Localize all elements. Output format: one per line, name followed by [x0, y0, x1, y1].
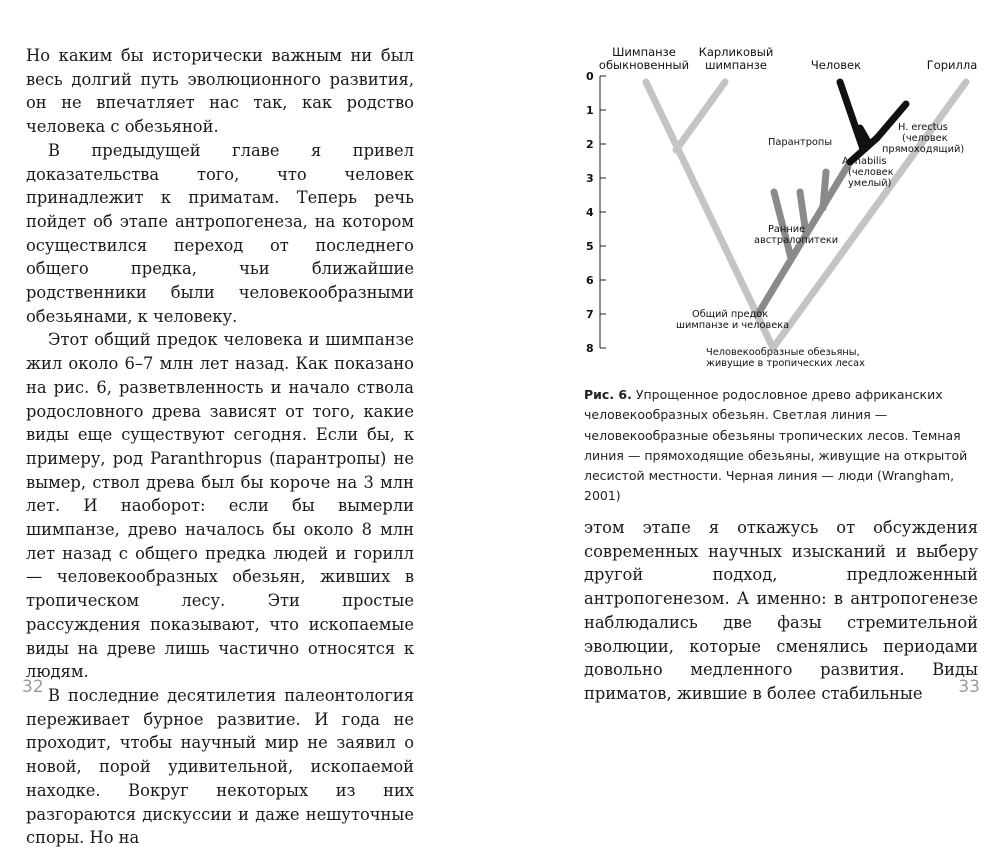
label-common-ancestor: шимпанзе и человека — [676, 320, 790, 331]
species-label: шимпанзе — [705, 58, 767, 72]
species-label: Человек — [810, 58, 862, 72]
species-label: обыкновенный — [598, 58, 690, 72]
species-label: Шимпанзе — [612, 45, 676, 59]
label-h-habilis: (человек — [848, 167, 894, 178]
label-h-habilis: умелый) — [848, 178, 892, 189]
tick-label: 8 — [586, 342, 594, 355]
tick-label: 0 — [586, 70, 594, 83]
paragraph: Этот общий предок человека и шимпанзе жил около 6–7 млн лет назад. Как показано на рис. 6, разветвленность и начало ствола родословного древа зависят от того, какие виды еще существуют сегодня. Если бы, к примеру, род Paranthropus (парантропы) не вымер, ствол древа был бы короче на 3 млн лет. И наоборот: если бы вымерли шимпанзе, древо началось бы около 8 млн лет назад с общего предка людей и горилл — человекообразных обезьян, живших в тропическом лесу. Эти простые рассуждения показывают, что ископаемые виды на древе лишь частично относятся к людям. — [26, 330, 414, 682]
page-number: 33 — [958, 677, 980, 697]
paragraph: этом этапе я откажусь от обсуждения современных научных изысканий и выберу другой подход, предложенный антропогенезом. А именно: в антропогенезе наблюдались две фазы стремительной эволюции, которые сменялись периодами довольно медленного развития. Виды приматов, жившие в более стабильные — [584, 518, 978, 703]
left-page-text — [26, 44, 414, 850]
tick-label: 4 — [586, 206, 594, 219]
page-number: 32 — [22, 677, 44, 697]
figure-caption — [584, 385, 984, 507]
label-common-ancestor: Общий предок — [692, 309, 769, 320]
label-early-australopiths: Ранние — [768, 224, 806, 235]
caption-label: Рис. 6. — [584, 387, 632, 402]
tick-label: 5 — [586, 240, 594, 253]
tick-label: 7 — [586, 308, 594, 321]
paragraph: Но каким бы исторически важным ни был весь долгий путь эволюционного развития, он не впечатляет нас так, как родство человека с обезьяной. — [26, 46, 414, 137]
label-h-erectus: прямоходящий) — [882, 144, 965, 155]
figure-phylogenetic-tree — [578, 42, 978, 382]
right-page — [500, 0, 1000, 719]
label-h-habilis: A. habilis — [842, 156, 887, 167]
tree-diagram — [578, 42, 978, 382]
tick-label: 1 — [586, 104, 594, 117]
y-ticks — [586, 70, 606, 355]
paragraph: В предыдущей главе я привел доказательства того, что человек принадлежит к приматам. Теперь речь пойдет об этапе антропогенеза, на котором осуществился переход от последнего общего предка, чьи ближайшие родственники были человекообразными обезьянами, к человеку. — [26, 140, 414, 326]
right-page-text — [584, 516, 978, 706]
label-paranthropus: Парантропы — [768, 137, 833, 148]
paragraph: В последние десятилетия палеонтология переживает бурное развитие. И года не проходит, чтобы научный мир не заявил о новой, порой удивительной, ископаемой находке. Вокруг некоторых из них разгораются дискуссии и даже нешуточные споры. Но на — [26, 685, 414, 848]
left-page — [0, 0, 500, 848]
label-early-australopiths: австралопитеки — [754, 235, 839, 246]
label-forest-apes: живущие в тропических лесах — [706, 358, 865, 369]
tick-label: 3 — [586, 172, 594, 185]
tick-label: 6 — [586, 274, 594, 287]
label-forest-apes: Человекообразные обезьяны, — [706, 347, 860, 358]
species-label: Карликовый — [698, 45, 774, 59]
branch-human — [840, 82, 863, 149]
caption-text: Упрощенное родословное древо африканских человекообразных обезьян. Светлая линия — человекообразные обезьяны тропических лесов. Темная линия — прямоходящие обезьяны, живущие на открытой лесистой местности. Черная линия — люди (Wrangham, 2001) — [584, 387, 968, 504]
branch-paranthropus — [823, 172, 826, 208]
species-label: Горилла — [926, 58, 978, 72]
label-h-erectus: (человек — [902, 133, 948, 144]
branch-bonobo — [676, 82, 725, 150]
tick-label: 2 — [586, 138, 594, 151]
label-h-erectus: H. erectus — [898, 122, 948, 133]
